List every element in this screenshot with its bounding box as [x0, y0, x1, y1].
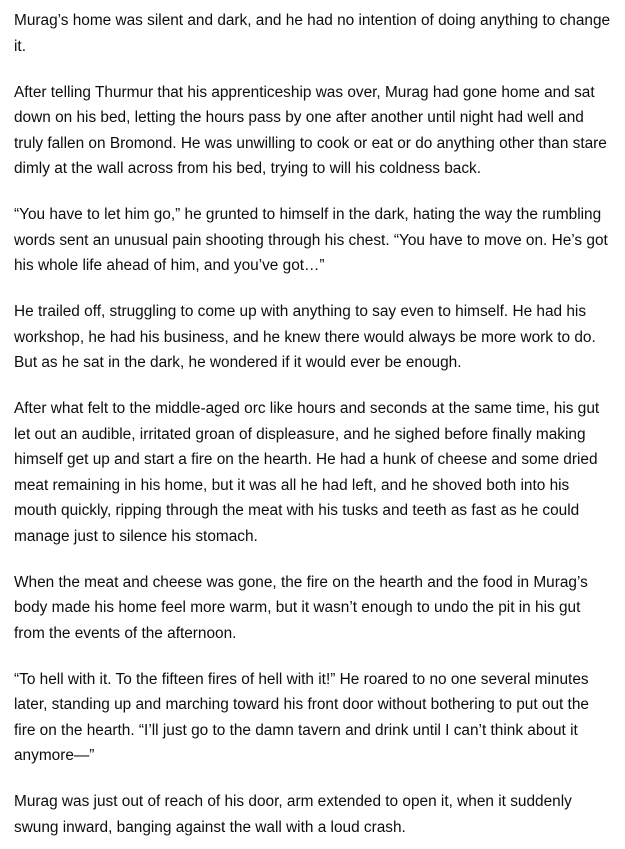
story-text: [14, 8, 614, 840]
paragraph: When the meat and cheese was gone, the fire on the hearth and the food in Murag’s body made his home feel more warm, but it wasn’t enough to undo the pit in his gut from the events of the afternoon.: [14, 573, 588, 642]
paragraph: “You have to let him go,” he grunted to himself in the dark, hating the way the rumbling words sent an unusual pain shooting through his chest. “You have to move on. He’s got his whole life ahead of him, and you’ve got…”: [14, 206, 608, 274]
paragraph: After what felt to the middle-aged orc like hours and seconds at the same time, his gut let out an audible, irritated groan of displeasure, and he sighed before finally making himself get up and start a fire on the hearth. He had a hunk of cheese and some dried meat remaining in his home, but it was all he had left, and he shoved both into his mouth quickly, ripping through the meat with his tusks and teeth as fast as he could manage just to silence his stomach.: [14, 400, 600, 545]
paragraph: Murag’s home was silent and dark, and he had no intention of doing anything to change it.: [14, 12, 611, 55]
paragraph: Murag was just out of reach of his door, arm extended to open it, when it suddenly swung inward, banging against the wall with a loud crash.: [14, 793, 572, 836]
paragraph: “To hell with it. To the fifteen fires of hell with it!” He roared to no one several minutes later, standing up and marching toward his front door without bothering to put out the fire on the hearth. “I’ll just go to the damn tavern and drink until I can’t think about it anymore—”: [14, 670, 589, 764]
paragraph: After telling Thurmur that his apprenticeship was over, Murag had gone home and sat down on his bed, letting the hours pass by one after another until night had well and truly fallen on Bromond. He was unwilling to cook or eat or do anything other than stare dimly at the wall across from his bed, trying to will his coldness back.: [14, 83, 607, 177]
paragraph: He trailed off, struggling to come up with anything to say even to himself. He had his workshop, he had his business, and he knew there would always be more work to do. But as he sat in the dark, he wondered if it would ever be enough.: [14, 303, 596, 371]
